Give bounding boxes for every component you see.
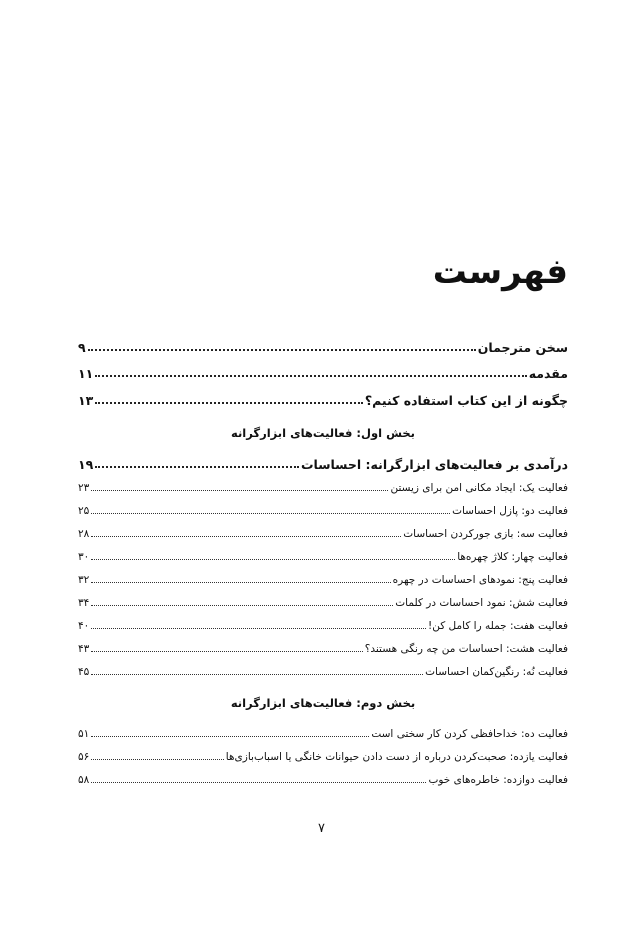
toc-entry-page: ۱۳ [78, 393, 94, 408]
toc-entry-text: چگونه از این کتاب استفاده کنیم؟ [364, 393, 568, 408]
toc-entry[interactable] [78, 457, 568, 472]
toc-entry[interactable] [78, 774, 568, 786]
toc-entry[interactable] [78, 340, 568, 355]
toc-entry-text: فعالیت نُه: رنگین‌کمان احساسات [425, 666, 568, 678]
toc-entry-page: ۲۳ [78, 482, 90, 494]
toc-entry[interactable] [78, 528, 568, 540]
dot-leader [91, 736, 369, 737]
toc-entry-text: فعالیت پنج: نمودهای احساسات در چهره [392, 574, 568, 586]
dot-leader [91, 490, 388, 491]
dot-leader [91, 674, 423, 675]
toc-entry[interactable] [78, 482, 568, 494]
page-title: فهرست [432, 252, 568, 292]
toc-entry[interactable] [78, 666, 568, 678]
toc-entry-text: مقدمه [528, 366, 568, 381]
toc-entry-page: ۲۸ [78, 528, 90, 540]
toc-entry-page: ۱۱ [78, 366, 94, 381]
toc-entry[interactable] [78, 393, 568, 408]
toc-entry-page: ۳۲ [78, 574, 90, 586]
toc-entry-page: ۲۵ [78, 505, 90, 517]
toc-entry-page: ۳۴ [78, 597, 90, 609]
toc-entry-text: فعالیت ده: خداحافظی کردن کار سختی است [371, 728, 568, 740]
dot-leader [91, 628, 426, 629]
dot-leader [95, 466, 299, 468]
toc-entry[interactable] [78, 620, 568, 632]
toc-entry-text: فعالیت یازده: صحبت‌کردن درباره از دست دادن حیوانات خانگی یا اسباب‌بازی‌ها [225, 751, 568, 763]
dot-leader [91, 513, 450, 514]
toc-entry-text: فعالیت چهار: کلاژ چهره‌ها [457, 551, 568, 563]
toc-entry-text: فعالیت هشت: احساسات من چه رنگی هستند؟ [364, 643, 568, 655]
toc-entry-text: فعالیت دو: پازل احساسات [452, 505, 568, 517]
toc-entry-text: فعالیت هفت: جمله را کامل کن! [428, 620, 568, 632]
toc-entry-text: فعالیت سه: بازی جورکردن احساسات [403, 528, 568, 540]
toc-entry-page: ۴۰ [78, 620, 90, 632]
dot-leader [91, 582, 390, 583]
toc-entry-page: ۹ [78, 340, 86, 355]
toc-entry-text: سخن مترجمان [477, 340, 568, 355]
toc-entry[interactable] [78, 366, 568, 381]
dot-leader [91, 759, 224, 760]
toc-entry-page: ۵۶ [78, 751, 90, 763]
toc-entry[interactable] [78, 728, 568, 740]
toc-entry[interactable] [78, 505, 568, 517]
toc-entry[interactable] [78, 597, 568, 609]
dot-leader [91, 536, 401, 537]
part2-heading: بخش دوم: فعالیت‌های ابزارگرانه [230, 696, 416, 710]
toc-entry-text: فعالیت دوازده: خاطره‌های خوب [428, 774, 568, 786]
dot-leader [95, 402, 363, 404]
dot-leader [88, 349, 476, 351]
toc-entry-page: ۳۰ [78, 551, 90, 563]
toc-entry-page: ۵۸ [78, 774, 90, 786]
toc-entry-text: درآمدی بر فعالیت‌های ابزارگرانه: احساسات [300, 457, 568, 472]
page-number: ۷ [318, 821, 325, 836]
dot-leader [91, 782, 426, 783]
toc-entry-page: ۴۵ [78, 666, 90, 678]
dot-leader [91, 605, 393, 606]
toc-entry-page: ۴۳ [78, 643, 90, 655]
toc-entry-text: فعالیت یک: ایجاد مکانی امن برای زیستن [390, 482, 568, 494]
toc-entry-page: ۵۱ [78, 728, 90, 740]
dot-leader [91, 559, 455, 560]
toc-entry[interactable] [78, 643, 568, 655]
part1-heading: بخش اول: فعالیت‌های ابزارگرانه [231, 426, 415, 440]
toc-entry[interactable] [78, 574, 568, 586]
toc-entry-page: ۱۹ [78, 457, 94, 472]
dot-leader [95, 375, 526, 377]
toc-entry[interactable] [78, 551, 568, 563]
toc-entry-text: فعالیت شش: نمود احساسات در کلمات [395, 597, 568, 609]
toc-entry[interactable] [78, 751, 568, 763]
dot-leader [91, 651, 363, 652]
